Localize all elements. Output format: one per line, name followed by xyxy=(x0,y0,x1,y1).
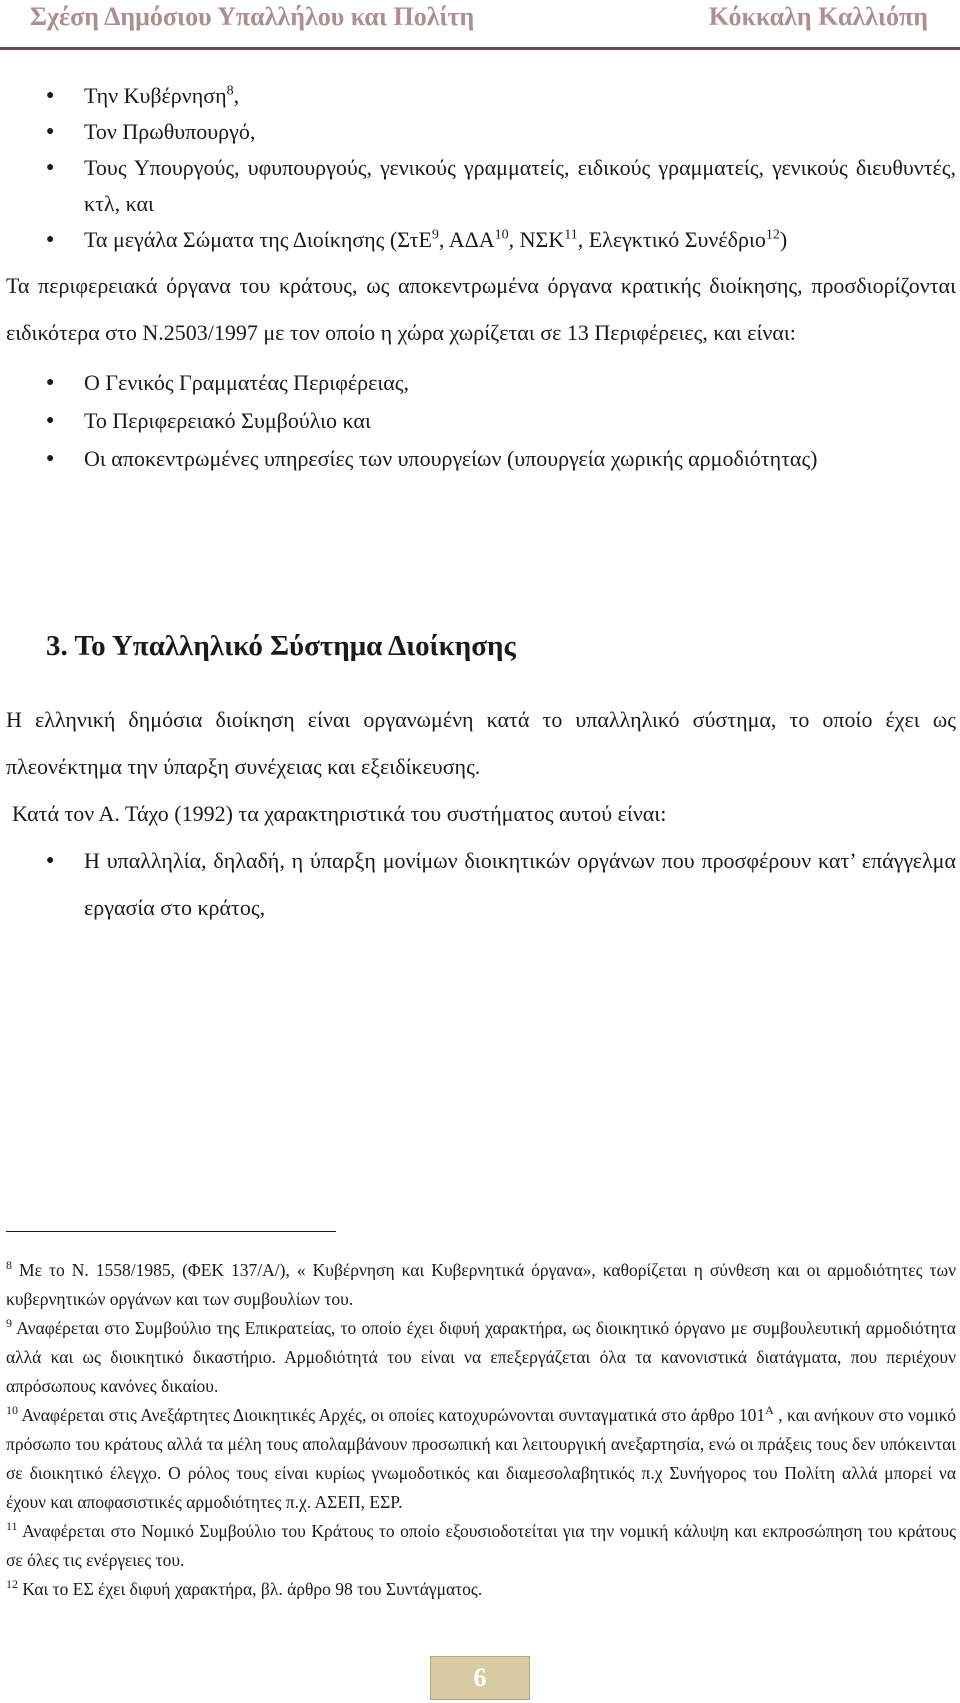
section-heading: 3. Το Υπαλληλικό Σύστημα Διοίκησης xyxy=(46,630,516,662)
footnote-9: $^9$ Αναφέρεται στο Συμβούλιο της Επικρατείας, το οποίο έχει διφυή χαρακτήρα, ως διοικητικό όργανο με συμβουλευτική αρμοδιότητα αλλά και ως διοικητικό δικαστήριο. Αρμοδιότητά του είναι να επεξεργάζεται όλα τα κανονιστικά διατάγματα, που περιέχουν απρόσωπους κανόνες δικαίου. xyxy=(6,1316,956,1396)
footnote-ref[interactable]: 11 xyxy=(564,227,578,243)
footnote-8: $^8$ Με το Ν. 1558/1985, (ΦΕΚ 137/Α/), « Κυβέρνηση και Κυβερνητικά όργανα», καθορίζεται η σύνθεση και οι αρμοδιότητες των κυβερνητικών οργάνων και των συμβουλίων του. xyxy=(6,1258,956,1309)
list-item: ● Τους Υπουργούς, υφυπουργούς, γενικούς γραμματείς, ειδικούς γραμματείς, γενικούς διευθυντές, κτλ, και xyxy=(6,150,956,222)
header-title: Σχέση Δημόσιου Υπαλλήλου και Πολίτη xyxy=(30,2,475,31)
paragraph-regions: Τα περιφερειακά όργανα του κράτους, ως αποκεντρωμένα όργανα κρατικής διοίκησης, προσδιορίζονται ειδικότερα στο Ν.2503/1997 με τον οποίο η χώρα χωρίζεται σε 13 Περιφέρειες, και είναι: xyxy=(6,273,956,345)
characteristics-list xyxy=(6,837,956,931)
page-number: 6 xyxy=(430,1656,530,1700)
government-organs-list xyxy=(6,78,956,258)
list-item: ● Η υπαλληλία, δηλαδή, η ύπαρξη μονίμων διοικητικών οργάνων που προσφέρουν κατ’ επάγγελμα εργασία στο κράτος, xyxy=(6,837,956,931)
footnote-10: $^{10}$ Αναφέρεται στις Ανεξάρτητες Διοικητικές Αρχές, οι οποίες κατοχυρώνονται συνταγματικά στο άρθρο $101^A$ , και ανήκουν στο νομικό πρόσωπο του κράτους αλλά τα μέλη τους απολαμβάνουν προσωπική και λειτουργική ανεξαρτησία, ενώ οι πράξεις τους δεν υπόκεινται σε διοικητικό έλεγχο. Ο ρόλος τους είναι κυρίως γνωμοδοτικός και διαμεσολαβητικός π.χ Συνήγορος του Πολίτη αλλά μπορεί να έχουν και αποφασιστικές αρμοδιότητες π.χ. ΑΣΕΠ, ΕΣΡ. xyxy=(6,1403,956,1512)
footnote-12: $^{12}$ Και το ΕΣ έχει διφυή χαρακτήρα, βλ. άρθρο 98 του Συντάγματος. xyxy=(6,1577,483,1599)
regional-organs-list xyxy=(6,364,956,478)
footnote-ref[interactable]: 12 xyxy=(765,227,780,243)
page-header xyxy=(0,0,960,50)
footnote-ref[interactable]: 8 xyxy=(226,83,234,99)
footnote-ref[interactable]: 10 xyxy=(494,227,509,243)
paragraph-tachos: Κατά τον Α. Τάχο (1992) τα χαρακτηριστικά του συστήματος αυτού είναι: xyxy=(12,801,667,826)
list-item: ● Την Κυβέρνηση$^8$, xyxy=(6,78,956,114)
footnote-11: $^{11}$ Αναφέρεται στο Νομικό Συμβούλιο του Κράτους το οποίο εξουσιοδοτείται για την νομική κάλυψη και εκπροσώπηση του κράτους σε όλες τις ενέργειες του. xyxy=(6,1519,956,1570)
header-author: Κόκκαλη Καλλιόπη xyxy=(708,2,928,31)
main-content xyxy=(6,78,956,931)
list-item: ● Τα μεγάλα Σώματα της Διοίκησης (ΣτΕ$^9$, ΑΔΑ$^{10}$, ΝΣΚ$^{11}$, Ελεγκτικό Συνέδριο$^{12}$) xyxy=(6,222,956,258)
footnote-separator xyxy=(6,1231,336,1232)
list-item: ● Τον Πρωθυπουργό, xyxy=(6,114,956,150)
footnote-ref[interactable]: 9 xyxy=(431,227,439,243)
footnotes xyxy=(6,1256,956,1604)
list-item: ● Το Περιφερειακό Συμβούλιο και xyxy=(6,402,956,440)
paragraph-system: Η ελληνική δημόσια διοίκηση είναι οργανωμένη κατά το υπαλληλικό σύστημα, το οποίο έχει ως πλεονέκτημα την ύπαρξη συνέχειας και εξειδίκευσης. xyxy=(6,707,956,779)
list-item: ● Ο Γενικός Γραμματέας Περιφέρειας, xyxy=(6,364,956,402)
list-item: ● Οι αποκεντρωμένες υπηρεσίες των υπουργείων (υπουργεία χωρικής αρμοδιότητας) xyxy=(6,440,956,478)
